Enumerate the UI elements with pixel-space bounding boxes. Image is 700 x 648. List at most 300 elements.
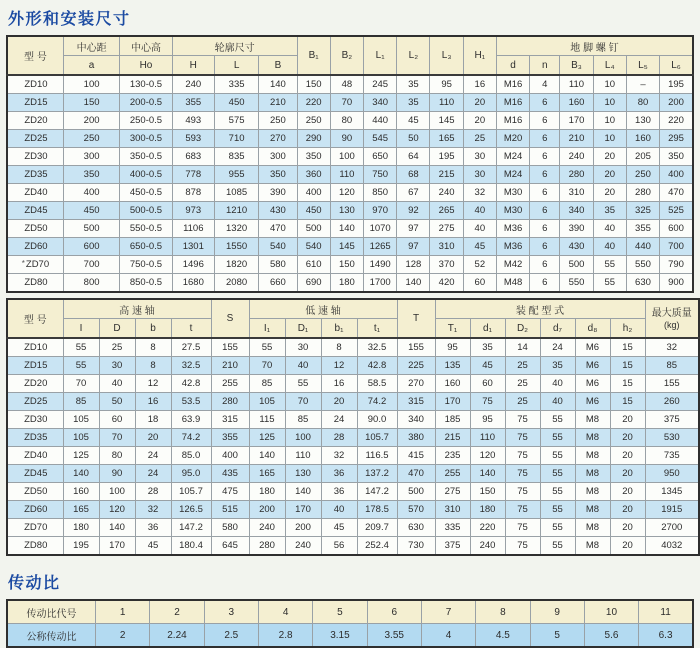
- row-label: 传动比代号: [7, 600, 96, 624]
- model-cell: [7, 274, 63, 293]
- data-cell: 350-0.5: [120, 148, 172, 166]
- data-cell: 250: [259, 112, 297, 130]
- model-label: ZD40: [24, 450, 48, 461]
- col-center-distance: 中心距: [63, 36, 119, 56]
- model-label: ZD50: [24, 223, 48, 234]
- data-cell: 310: [430, 238, 463, 256]
- data-cell: 45: [463, 238, 496, 256]
- col-s: S: [211, 299, 249, 338]
- data-cell: 450: [63, 202, 119, 220]
- data-cell: 20: [593, 148, 626, 166]
- data-cell: 32: [135, 501, 171, 519]
- data-cell: 185: [435, 411, 470, 429]
- data-cell: 115: [249, 411, 285, 429]
- model-label: ZD45: [24, 468, 48, 479]
- data-cell: 530: [645, 429, 699, 447]
- data-cell: 270: [397, 375, 435, 393]
- data-cell: 630: [397, 519, 435, 537]
- data-cell: 335: [435, 519, 470, 537]
- ratio-table: [6, 599, 694, 648]
- data-cell: 67: [397, 184, 430, 202]
- data-cell: 60: [463, 274, 496, 293]
- data-cell: 350: [63, 166, 119, 184]
- col-ho: Ho: [120, 56, 172, 76]
- data-cell: 470: [660, 184, 693, 202]
- data-cell: 515: [211, 501, 249, 519]
- data-cell: 25: [505, 357, 540, 375]
- data-cell: 110: [330, 166, 363, 184]
- data-cell: 12: [135, 375, 171, 393]
- data-cell: 450-0.5: [120, 184, 172, 202]
- data-cell: 55: [249, 338, 285, 357]
- data-cell: 15: [610, 357, 645, 375]
- data-cell: 200: [63, 112, 119, 130]
- data-cell: M24: [496, 148, 529, 166]
- data-cell: 200-0.5: [120, 94, 172, 112]
- col-low-speed-shaft: 低 速 轴: [249, 299, 397, 319]
- data-cell: 180: [470, 501, 505, 519]
- data-cell: 500-0.5: [120, 202, 172, 220]
- table-row: [7, 338, 699, 357]
- col-l5: L₅: [626, 56, 659, 76]
- data-cell: 593: [172, 130, 214, 148]
- col-b2: B₂: [330, 36, 363, 75]
- data-cell: 400-0.5: [120, 166, 172, 184]
- data-cell: 390: [560, 220, 593, 238]
- data-cell: 95: [430, 75, 463, 94]
- data-cell: 45: [135, 537, 171, 556]
- data-cell: 470: [259, 220, 297, 238]
- data-cell: 35: [470, 338, 505, 357]
- col-h2-asm: h₂: [610, 319, 645, 339]
- data-cell: 140: [330, 220, 363, 238]
- model-label: ZD80: [24, 540, 48, 551]
- data-cell: 209.7: [357, 519, 397, 537]
- data-cell: 68: [397, 166, 430, 184]
- data-cell: 11: [639, 600, 693, 624]
- data-cell: 150: [63, 94, 119, 112]
- col-d7-asm: d₇: [540, 319, 575, 339]
- data-cell: 42.8: [171, 375, 211, 393]
- data-cell: 40: [99, 375, 135, 393]
- data-cell: 40: [593, 238, 626, 256]
- data-cell: 100: [99, 483, 135, 501]
- data-cell: 80: [626, 94, 659, 112]
- data-cell: M8: [575, 465, 610, 483]
- table-row: [7, 202, 693, 220]
- ratio-code-row: [7, 600, 693, 624]
- data-cell: 390: [259, 184, 297, 202]
- data-cell: 575: [214, 112, 258, 130]
- data-cell: 10: [593, 130, 626, 148]
- model-label: ZD25: [24, 133, 48, 144]
- data-cell: 430: [560, 238, 593, 256]
- data-cell: 75: [505, 411, 540, 429]
- data-cell: 160: [626, 130, 659, 148]
- data-cell: 275: [430, 220, 463, 238]
- data-cell: 40: [285, 357, 321, 375]
- data-cell: M8: [575, 519, 610, 537]
- data-cell: 195: [430, 148, 463, 166]
- col-b1-shaft: b₁: [321, 319, 357, 339]
- model-label: ZD15: [24, 360, 48, 371]
- data-cell: 70: [99, 429, 135, 447]
- data-cell: 14: [505, 338, 540, 357]
- data-cell: 1085: [214, 184, 258, 202]
- data-cell: M42: [496, 256, 529, 274]
- col-b1: B₁: [297, 36, 330, 75]
- data-cell: 20: [610, 411, 645, 429]
- data-cell: 130: [330, 202, 363, 220]
- data-cell: 75: [505, 537, 540, 556]
- model-label: ZD20: [24, 115, 48, 126]
- data-cell: 20: [321, 393, 357, 411]
- data-cell: 40: [463, 202, 496, 220]
- table-row: [7, 357, 699, 375]
- data-cell: 970: [364, 202, 397, 220]
- data-cell: 335: [214, 75, 258, 94]
- section-title-ratio: 传动比: [8, 575, 61, 592]
- data-cell: 150: [297, 75, 330, 94]
- data-cell: 400: [297, 184, 330, 202]
- data-cell: 20: [610, 465, 645, 483]
- table-row: [7, 148, 693, 166]
- data-cell: 110: [560, 75, 593, 94]
- data-cell: 24: [540, 338, 575, 357]
- model-cell: [7, 357, 63, 375]
- model-cell: [7, 256, 63, 274]
- data-cell: 265: [430, 202, 463, 220]
- data-cell: 92: [397, 202, 430, 220]
- data-cell: 180: [63, 519, 99, 537]
- data-cell: 105.7: [171, 483, 211, 501]
- data-cell: 75: [505, 483, 540, 501]
- data-cell: 290: [297, 130, 330, 148]
- data-cell: 85: [63, 393, 99, 411]
- data-cell: 7: [421, 600, 475, 624]
- data-cell: 220: [297, 94, 330, 112]
- data-cell: 20: [610, 501, 645, 519]
- data-cell: 6: [530, 94, 560, 112]
- data-cell: 215: [430, 166, 463, 184]
- data-cell: 225: [397, 357, 435, 375]
- model-cell: [7, 202, 63, 220]
- data-cell: 140: [63, 465, 99, 483]
- data-cell: 55: [540, 519, 575, 537]
- data-cell: 4: [530, 75, 560, 94]
- data-cell: 16: [321, 375, 357, 393]
- data-cell: 250: [297, 112, 330, 130]
- data-cell: 235: [435, 447, 470, 465]
- data-cell: 878: [172, 184, 214, 202]
- data-cell: 540: [297, 238, 330, 256]
- table-row: [7, 447, 699, 465]
- data-cell: 440: [364, 112, 397, 130]
- data-cell: 420: [430, 274, 463, 293]
- data-cell: 35: [593, 202, 626, 220]
- data-cell: 210: [211, 357, 249, 375]
- data-cell: 110: [285, 447, 321, 465]
- data-cell: M36: [496, 238, 529, 256]
- data-cell: 10: [593, 75, 626, 94]
- col-l3: L₃: [430, 36, 463, 75]
- data-cell: 6: [530, 184, 560, 202]
- col-max-mass: [645, 299, 699, 338]
- data-cell: 240: [249, 519, 285, 537]
- section-title-dimensions: 外形和安装尺寸: [8, 11, 131, 28]
- table-row: [7, 238, 693, 256]
- data-cell: 18: [135, 411, 171, 429]
- model-label: ZD70: [24, 522, 48, 533]
- model-cell: [7, 148, 63, 166]
- data-cell: 160: [560, 94, 593, 112]
- data-cell: 240: [430, 184, 463, 202]
- data-cell: 900: [660, 274, 693, 293]
- col-d2-asm: D₂: [505, 319, 540, 339]
- data-cell: 1820: [214, 256, 258, 274]
- data-cell: 35: [397, 75, 430, 94]
- data-cell: 10: [584, 600, 638, 624]
- col-n: n: [530, 56, 560, 76]
- data-cell: 25: [99, 338, 135, 357]
- data-cell: 32: [463, 184, 496, 202]
- data-cell: 252.4: [357, 537, 397, 556]
- data-cell: 55: [540, 501, 575, 519]
- data-cell: 270: [259, 130, 297, 148]
- data-cell: 790: [660, 256, 693, 274]
- data-cell: 400: [63, 184, 119, 202]
- data-cell: 255: [211, 375, 249, 393]
- data-cell: 470: [397, 465, 435, 483]
- data-cell: 45: [321, 519, 357, 537]
- data-cell: 580: [259, 256, 297, 274]
- data-cell: 4: [421, 624, 475, 648]
- data-cell: 105: [63, 411, 99, 429]
- data-cell: 55: [540, 429, 575, 447]
- data-cell: 660: [259, 274, 297, 293]
- data-cell: 540: [259, 238, 297, 256]
- data-cell: 64: [397, 148, 430, 166]
- model-label: ZD10: [24, 79, 48, 90]
- table-row: [7, 220, 693, 238]
- data-cell: 85: [285, 411, 321, 429]
- data-cell: 95.0: [171, 465, 211, 483]
- data-cell: 200: [249, 501, 285, 519]
- data-cell: 32: [321, 447, 357, 465]
- data-cell: 147.2: [171, 519, 211, 537]
- data-cell: 95: [435, 338, 470, 357]
- data-cell: 120: [330, 184, 363, 202]
- data-cell: 1490: [364, 256, 397, 274]
- data-cell: 40: [463, 220, 496, 238]
- data-cell: 20: [463, 94, 496, 112]
- data-cell: M16: [496, 94, 529, 112]
- model-label: ZD50: [24, 486, 48, 497]
- table-row: [7, 112, 693, 130]
- data-cell: 56: [321, 537, 357, 556]
- shaft-table: [6, 298, 700, 556]
- row-label: 公称传动比: [7, 624, 96, 648]
- data-cell: 32.5: [171, 357, 211, 375]
- col-center-height: 中心高: [120, 36, 172, 56]
- data-cell: 1680: [172, 274, 214, 293]
- data-cell: 1210: [214, 202, 258, 220]
- data-cell: 315: [211, 411, 249, 429]
- data-cell: 170: [435, 393, 470, 411]
- table-row: [7, 130, 693, 148]
- col-t-shaft: t: [171, 319, 211, 339]
- data-cell: 58.5: [357, 375, 397, 393]
- data-cell: 126.5: [171, 501, 211, 519]
- data-cell: 32: [645, 338, 699, 357]
- data-cell: 240: [560, 148, 593, 166]
- data-cell: 55: [63, 357, 99, 375]
- data-cell: 16: [135, 393, 171, 411]
- data-cell: 210: [259, 94, 297, 112]
- col-d: d: [496, 56, 529, 76]
- data-cell: 70: [285, 393, 321, 411]
- model-label: ZD15: [24, 97, 48, 108]
- model-label: ZD30: [24, 151, 48, 162]
- data-cell: 110: [430, 94, 463, 112]
- model-cell: [7, 393, 63, 411]
- data-cell: 170: [560, 112, 593, 130]
- data-cell: 250: [626, 166, 659, 184]
- data-cell: 750-0.5: [120, 256, 172, 274]
- data-cell: 75: [505, 519, 540, 537]
- data-cell: 600: [660, 220, 693, 238]
- table-row: [7, 375, 699, 393]
- data-cell: 6.3: [639, 624, 693, 648]
- data-cell: 6: [530, 112, 560, 130]
- table-row: [7, 94, 693, 112]
- table-row: [7, 75, 693, 94]
- model-label: ZD60: [24, 241, 48, 252]
- table-row: [7, 256, 693, 274]
- max-mass-unit: (kg): [664, 319, 680, 330]
- data-cell: 30: [463, 166, 496, 184]
- data-cell: 74.2: [357, 393, 397, 411]
- table-row: [7, 393, 699, 411]
- data-cell: 2: [96, 624, 150, 648]
- data-cell: 53.5: [171, 393, 211, 411]
- col-anchor-bolts: 地 脚 螺 钉: [496, 36, 693, 56]
- data-cell: 6: [530, 166, 560, 184]
- data-cell: 1915: [645, 501, 699, 519]
- data-cell: 550-0.5: [120, 220, 172, 238]
- data-cell: 140: [99, 519, 135, 537]
- data-cell: 1345: [645, 483, 699, 501]
- model-label: ZD80: [24, 277, 48, 288]
- data-cell: 200: [285, 519, 321, 537]
- data-cell: 375: [645, 411, 699, 429]
- data-cell: 2: [150, 600, 204, 624]
- data-cell: 40: [540, 375, 575, 393]
- data-cell: 500: [297, 220, 330, 238]
- col-l6: L₆: [660, 56, 693, 76]
- col-l4: L₄: [593, 56, 626, 76]
- data-cell: 70: [249, 357, 285, 375]
- data-cell: 340: [364, 94, 397, 112]
- data-cell: 220: [660, 112, 693, 130]
- data-cell: 9: [530, 600, 584, 624]
- data-cell: 2.24: [150, 624, 204, 648]
- data-cell: 20: [593, 166, 626, 184]
- data-cell: 27.5: [171, 338, 211, 357]
- dimensions-table-header: [7, 36, 693, 75]
- col-a: a: [63, 56, 119, 76]
- data-cell: 240: [470, 537, 505, 556]
- data-cell: 380: [397, 429, 435, 447]
- data-cell: 2700: [645, 519, 699, 537]
- model-cell: [7, 184, 63, 202]
- data-cell: 5: [530, 624, 584, 648]
- data-cell: 55: [540, 447, 575, 465]
- data-cell: M6: [575, 393, 610, 411]
- model-label: ZD30: [24, 414, 48, 425]
- data-cell: 160: [63, 483, 99, 501]
- data-cell: 1301: [172, 238, 214, 256]
- data-cell: 125: [63, 447, 99, 465]
- data-cell: 60: [470, 375, 505, 393]
- data-cell: 280: [626, 184, 659, 202]
- table-row: [7, 411, 699, 429]
- data-cell: 260: [645, 393, 699, 411]
- data-cell: 105: [249, 393, 285, 411]
- data-cell: 180: [249, 483, 285, 501]
- col-b: B: [259, 56, 297, 76]
- col-i1: I₁: [249, 319, 285, 339]
- data-cell: 130: [285, 465, 321, 483]
- data-cell: 1070: [364, 220, 397, 238]
- data-cell: 140: [397, 274, 430, 293]
- data-cell: 250: [63, 130, 119, 148]
- data-cell: 355: [172, 94, 214, 112]
- model-cell: [7, 465, 63, 483]
- data-cell: 30: [463, 148, 496, 166]
- shaft-table-header: [7, 299, 699, 338]
- model-cell: [7, 537, 63, 556]
- data-cell: 10: [593, 112, 626, 130]
- model-label: ZD70: [25, 259, 50, 270]
- data-cell: 450: [214, 94, 258, 112]
- data-cell: 630: [626, 274, 659, 293]
- max-mass-label: 最大质量: [651, 307, 692, 319]
- data-cell: 50: [99, 393, 135, 411]
- table-row: [7, 519, 699, 537]
- data-cell: 500: [560, 256, 593, 274]
- data-cell: 160: [435, 375, 470, 393]
- model-label: ZD25: [24, 396, 48, 407]
- data-cell: 300-0.5: [120, 130, 172, 148]
- model-label: ZD60: [24, 504, 48, 515]
- data-cell: 1320: [214, 220, 258, 238]
- data-cell: 20: [610, 447, 645, 465]
- data-cell: 580: [211, 519, 249, 537]
- data-cell: 340: [560, 202, 593, 220]
- data-cell: 545: [364, 130, 397, 148]
- data-cell: 20: [610, 483, 645, 501]
- data-cell: 75: [470, 393, 505, 411]
- data-cell: 180: [330, 274, 363, 293]
- data-cell: 120: [99, 501, 135, 519]
- data-cell: 140: [285, 483, 321, 501]
- dimensions-table: [6, 35, 694, 293]
- data-cell: 24: [135, 447, 171, 465]
- data-cell: 950: [645, 465, 699, 483]
- data-cell: 500: [397, 483, 435, 501]
- data-cell: 700: [63, 256, 119, 274]
